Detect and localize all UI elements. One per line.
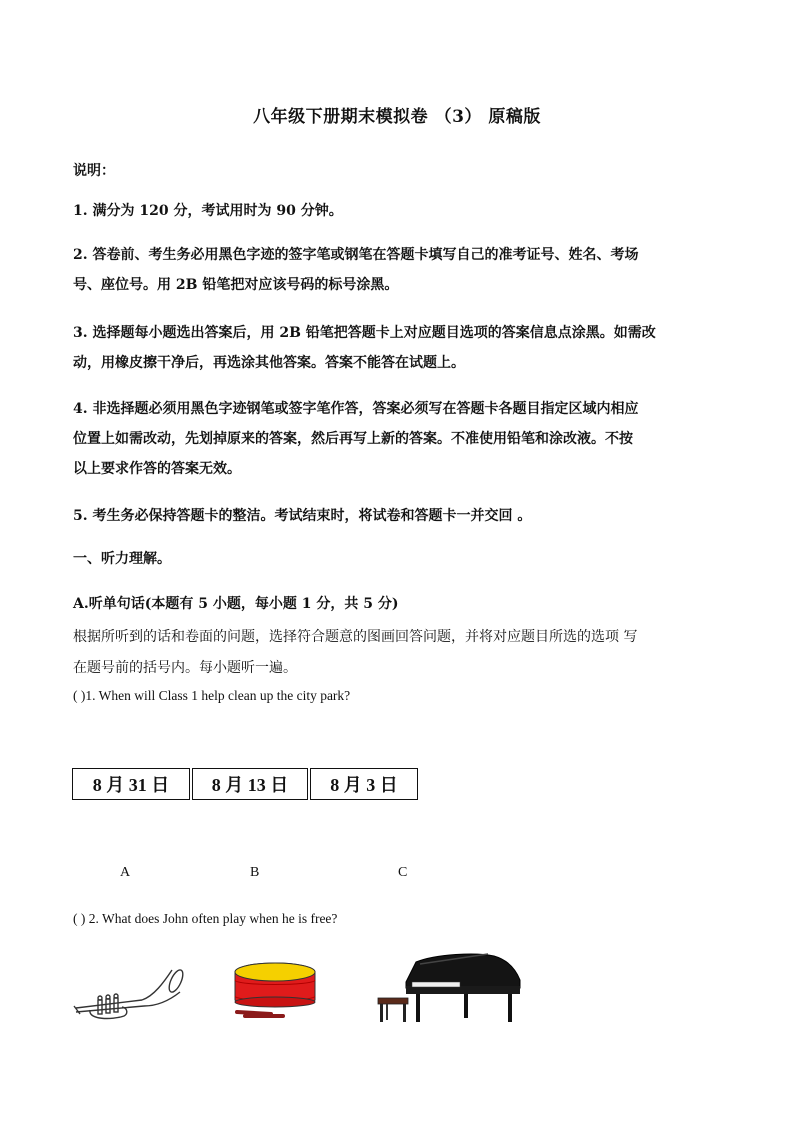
instruction-2-line-2: 号、座位号。用 2B 铅笔把对应该号码的标号涂黑。 [73, 277, 399, 293]
instruction-2-line-1: 2. 答卷前、考生务必用黑色字迹的签字笔或钢笔在答题卡填写自己的准考证号、姓名、考场 [73, 247, 639, 263]
question-2-text: ( ) 2. What does John often play when he is free? [73, 911, 338, 926]
page-title: 八年级下册期末模拟卷 （3） 原稿版 [253, 107, 541, 127]
option-a-date-box: 8 月 31 日 [72, 768, 190, 800]
instruction-4-line-1: 4. 非选择题必须用黑色字迹钢笔或签字笔作答，答案必须写在答题卡各题目指定区域内相应 [73, 401, 639, 417]
instruction-4-line-3: 以上要求作答的答案无效。 [73, 461, 241, 477]
instruction-1: 1. 满分为 120 分，考试用时为 90 分钟。 [73, 203, 343, 219]
option-b-label: B [250, 865, 260, 880]
option-a-label: A [120, 865, 131, 880]
part-a-description-line-2: 在题号前的括号内。每小题听一遍。 [73, 660, 297, 676]
instruction-3-line-2: 动，用橡皮擦干净后，再选涂其他答案。答案不能答在试题上。 [73, 355, 465, 371]
question-1-text: ( )1. When will Class 1 help clean up the city park? [73, 688, 351, 703]
instruction-4-line-2: 位置上如需改动，先划掉原来的答案，然后再写上新的答案。不准使用铅笔和涂改液。不按 [73, 431, 633, 447]
option-c-label: C [398, 865, 408, 880]
part-a-description-line-1: 根据所听到的话和卷面的问题，选择符合题意的图画回答问题，并将对应题目所选的选项 写 [73, 629, 638, 645]
option-b-date-box: 8 月 13 日 [192, 768, 308, 800]
option-c-date-box: 8 月 3 日 [310, 768, 418, 800]
instruction-5: 5. 考生务必保持答题卡的整洁。考试结束时，将试卷和答题卡一并交回 。 [73, 508, 532, 524]
instruction-3-line-1: 3. 选择题每小题选出答案后，用 2B 铅笔把答题卡上对应题目选项的答案信息点涂黑。如需改 [73, 325, 656, 341]
drum-icon [225, 958, 325, 1022]
instructions-heading: 说明： [73, 163, 115, 179]
part-a-heading: A.听单句话(本题有 5 小题，每小题 1 分，共 5 分) [73, 596, 399, 612]
section-heading: 一、听力理解。 [73, 551, 171, 567]
piano-icon [376, 952, 524, 1024]
trumpet-icon [72, 962, 184, 1024]
